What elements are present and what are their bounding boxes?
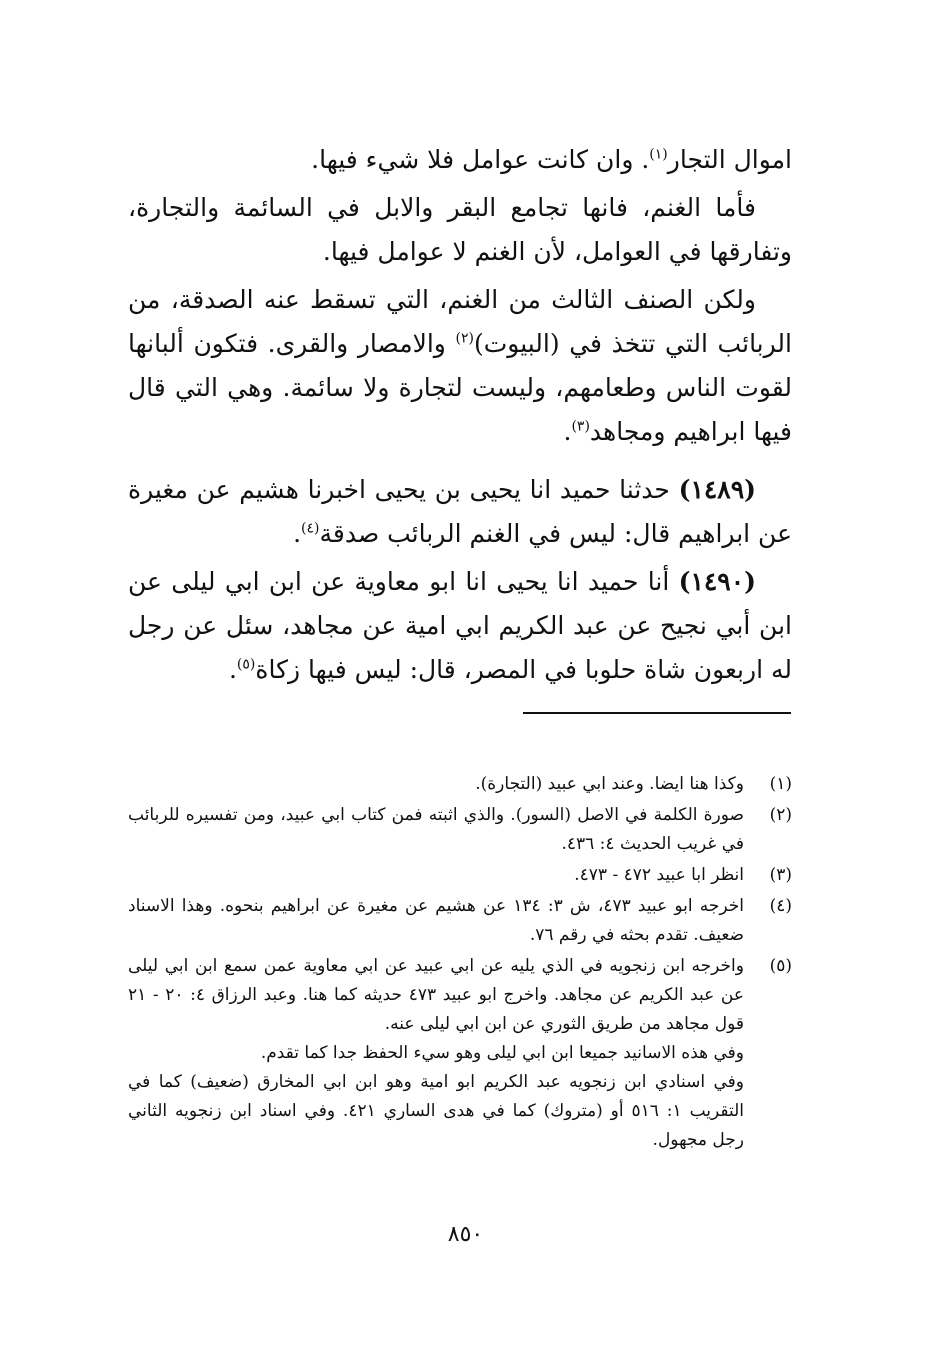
footnote-text: صورة الكلمة في الاصل (السور). والذي اثبته فمن كتاب ابي عبيد، ومن تفسيره للربائب في غريب الحديث ٤: ٤٣٦. (128, 805, 744, 854)
footnote-3 (128, 861, 792, 890)
footnote-ref-2: (٢) (455, 330, 474, 347)
hadith-1489: (١٤٨٩) حدثنا حميد انا يحيى بن يحيى اخبرنا هشيم عن مغيرة عن ابراهيم قال: ليس في الغنم الربائب صدقة$^{(٤)}$. (128, 475, 792, 548)
footnote-number: (٣) (769, 865, 792, 885)
footnote-number: (٢) (769, 805, 792, 825)
paragraph-2: فأما الغنم، فانها تجامع البقر والابل في السائمة والتجارة، وتفارقها في العوامل، لأن الغنم لا عوامل فيها. (128, 193, 792, 266)
footnote-text: وكذا هنا ايضا. وعند ابي عبيد (التجارة). (475, 774, 744, 794)
page-number: ٨٥٠ (447, 1222, 484, 1247)
hadith-1490: (١٤٩٠) أنا حميد انا يحيى انا ابو معاوية عن ابن ابي ليلى عن ابن أبي نجيح عن عبد الكريم ابي امية عن مجاهد، سئل عن رجل له اربعون شاة حلوبا في المصر، قال: ليس فيها زكاة$^{(٥)}$. (128, 567, 792, 684)
footnote-5 (128, 952, 792, 1155)
footnotes (128, 770, 792, 1157)
main-text (128, 138, 792, 696)
footnote-text: اخرجه ابو عبيد ٤٧٣، ش ٣: ١٣٤ عن هشيم عن مغيرة عن ابراهيم بنحوه. وهذا الاسناد ضعيف. تقدم بحثه في رقم ٧٦. (128, 896, 745, 945)
footnote-number: (٤) (769, 896, 792, 916)
hadith-number: (١٤٩٠) (678, 567, 756, 596)
footnote-1 (128, 770, 792, 799)
hadith-number: (١٤٨٩) (678, 475, 756, 504)
footnote-4 (128, 892, 792, 950)
footnote-ref-5: (٥) (236, 656, 256, 673)
paragraph-1: اموال التجار$^{(١)}$. وان كانت عوامل فلا شيء فيها. (311, 145, 792, 174)
footnote-divider (523, 712, 791, 714)
paragraph-3: ولكن الصنف الثالث من الغنم، التي تسقط عنه الصدقة، من الربائب التي تتخذ في (البيوت)$^{(٢)}$ والامصار والقرى. فتكون ألبانها لقوت الناس وطعامهم، وليست لتجارة ولا سائمة. وهي التي قال فيها ابراهيم ومجاهد$^{(٣)}$. (128, 285, 792, 446)
footnote-text: انظر ابا عبيد ٤٧٢ - ٤٧٣. (574, 865, 744, 885)
footnote-number: (٥) (769, 956, 792, 976)
footnote-2 (128, 801, 792, 859)
footnote-number: (١) (769, 774, 792, 794)
footnote-ref-1: (١) (649, 146, 668, 163)
footnote-ref-3: (٣) (571, 418, 590, 435)
footnote-ref-4: (٤) (301, 520, 320, 537)
footnote-text: واخرجه ابن زنجويه في الذي يليه عن ابي عبيد عن ابي معاوية عمن سمع ابن ابي ليلى عن عبد الكريم عن مجاهد. واخرج ابو عبيد ٤٧٣ حديثه كما هنا. وعبد الرزاق ٤: ٢٠ - ٢١ قول مجاهد من طريق الثوري عن ابن ابي ليلى عنه. وفي هذه الاسانيد جميعا ابن ابي ليلى وهو سيء الحفظ جدا كما تقدم. وفي اسنادي ابن زنجويه عبد الكريم ابو امية وهو ابن ابي المخارق (ضعيف) كما في التقريب ١: ٥١٦ أو (متروك) كما في هدى الساري ٤٢١. وفي اسناد ابن زنجويه الثاني رجل مجهول. (128, 956, 745, 1150)
